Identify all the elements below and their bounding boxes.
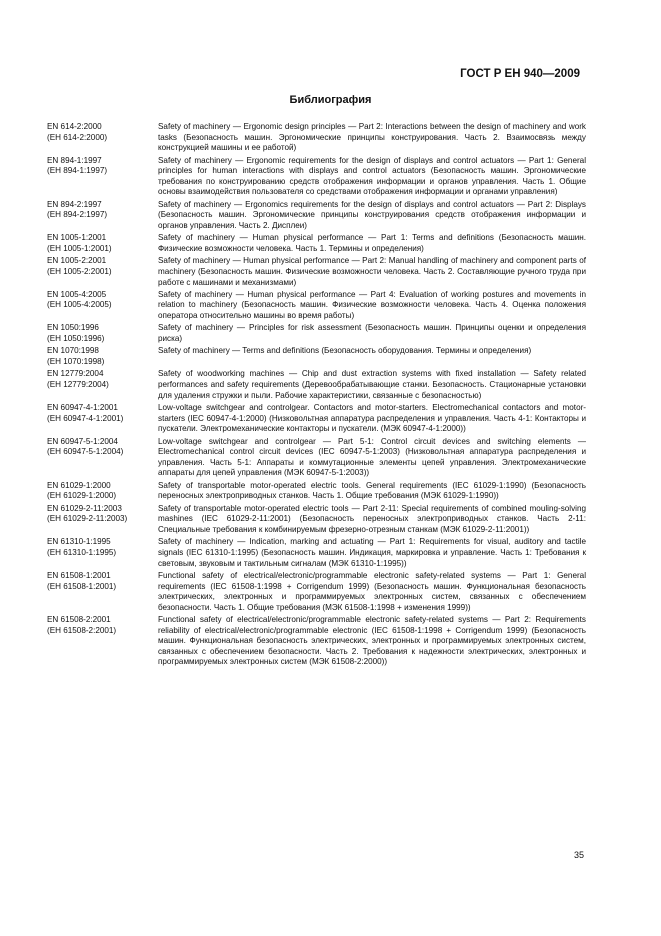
entry-description: Safety of machinery — Ergonomics requirements for the design of displays and control actuators — Part 2: Displays (Безопасность машин. Эргономические принципы конструирования средств отображения информации и органов управления. Часть 2. Дисплеи) — [158, 199, 586, 230]
entry-codes — [47, 290, 158, 322]
entry-code: EN 1050:1996 — [47, 323, 99, 333]
bibliography-entry — [47, 571, 587, 613]
bibliography-entry — [47, 256, 587, 288]
entry-code: EN 1005-1:2001 — [47, 233, 107, 243]
entry-code: EN 1070:1998 — [47, 346, 99, 356]
page-title: Библиография — [289, 94, 372, 106]
entry-codes — [47, 369, 158, 401]
entry-code: EN 61310-1:1995 — [47, 537, 111, 547]
bibliography-entry — [47, 122, 587, 154]
bibliography-entry — [47, 233, 587, 254]
bibliography-entry — [47, 290, 587, 322]
entry-codes — [47, 571, 158, 613]
entry-code-alt: (ЕН 61310-1:1995) — [47, 547, 117, 557]
bibliography-entry — [47, 369, 587, 401]
bibliography-entry — [47, 200, 587, 232]
entry-codes — [47, 200, 158, 232]
entry-code: EN 614-2:2000 — [47, 122, 102, 131]
entry-code: EN 894-1:1997 — [47, 155, 102, 165]
entry-description: Low-voltage switchgear and controlgear. Contactors and motor-starters. Electromechanical contactors and motor-starters (IEC 60947-4-1:2000) (Низковольтная аппаратура распределения и управления. Часть 4-1: Контакторы и пускатели. Электромеханические контакторы и пускатели. (МЭК 60947-4-1:2000)) — [158, 403, 586, 434]
bibliography-entry — [47, 437, 587, 479]
standard-designation: ГОСТ Р ЕН 940—2009 — [460, 68, 580, 80]
bibliography-entry — [47, 323, 587, 344]
entry-code: EN 61029-2-11:2003 — [47, 503, 122, 513]
entry-codes — [47, 403, 158, 435]
entry-description: Low-voltage switchgear and controlgear — Part 5-1: Control circuit devices and switching elements — Electromechanical control circuit devices (IEC 60947-5-1:2003) (Низковольтная аппаратура распределения и управления. Часть 5-1: Аппараты и коммутационные элементы цепей управления. Электромеханические аппараты для цепей управления (МЭК 60947-5-1:2003)) — [158, 436, 586, 478]
bibliography-entry — [47, 537, 587, 569]
entry-description: Safety of transportable motor-operated electric tools. General requirements (IEC 61029-1:1990) (Безопасность переносных электроприводных станков. Часть 1. Общие требования (МЭК 61029-1:1990)) — [158, 480, 586, 501]
entry-code-alt: (ЕН 894-1:1997) — [47, 166, 108, 176]
entry-codes — [47, 615, 158, 668]
entry-code: EN 60947-4-1:2001 — [47, 403, 118, 413]
entry-description: Safety of machinery — Terms and definitions (Безопасность оборудования. Термины и определения) — [158, 346, 532, 356]
bibliography-entry — [47, 504, 587, 536]
entry-description: Safety of machinery — Human physical performance — Part 2: Manual handling of machinery and component parts of machinery (Безопасность машин. Физические возможности человека. Часть 2. Составляющие ручного труда при работе с машинами и механизмами) — [158, 256, 586, 287]
entry-codes — [47, 156, 158, 198]
entry-codes — [47, 233, 158, 254]
bibliography-entry — [47, 403, 587, 435]
page-number: 35 — [573, 850, 584, 860]
entry-code-alt: (ЕН 894-2:1997) — [47, 210, 108, 220]
entry-codes — [47, 256, 158, 288]
entry-code: EN 60947-5-1:2004 — [47, 436, 118, 446]
entry-description: Safety of machinery — Human physical performance — Part 4: Evaluation of working postures and movements in relation to machinery (Безопасность машин. Физические возможности человека. Часть 4. Оценка положения оператора относительно машины во время работы) — [158, 289, 586, 321]
bibliography-entry — [47, 481, 587, 502]
entry-codes — [47, 346, 158, 367]
entry-code: EN 61508-2:2001 — [47, 615, 111, 625]
entry-code: EN 894-2:1997 — [47, 199, 102, 209]
entry-code: EN 1005-4:2005 — [47, 289, 107, 299]
entry-description: Safety of transportable motor-operated electric tools — Part 2-11: Special requirements of combined mouling-solving mashines (IEC 61029-2-11:2001) (Безопасность переносных электроприводных станков. Часть 2-11: Специальные требования к комбинируемым фрезерно-отрезным станкам (МЭК 61029-2-11:2001)) — [158, 503, 586, 534]
bibliography-entry — [47, 346, 587, 367]
bibliography-entry — [47, 156, 587, 198]
entry-description: Functional safety of electrical/electronic/programmable electronic safety-related systems — Part 1: General requirements (IEC 61508-1:1998 + Corrigendum 1999) (Безопасность машин. Функциональная безопасность электрических, электронных и программируемых электронных систем, связанных с обеспечением безопасности. Часть 1. Общие требования (МЭК 61508-1:1998 + изменения 1999)) — [158, 570, 586, 612]
entry-code-alt: (ЕН 1005-4:2005) — [47, 300, 112, 310]
entry-codes — [47, 504, 158, 536]
entry-description: Safety of machinery — Principles for risk assessment (Безопасность машин. Принципы оценки и определения риска) — [158, 323, 586, 344]
entry-code-alt: (ЕН 1050:1996) — [47, 334, 105, 344]
entry-code: EN 12779:2004 — [47, 369, 104, 379]
entry-code-alt: (ЕН 60947-4-1:2001) — [47, 413, 124, 423]
entry-code-alt: (ЕН 1070:1998) — [47, 357, 105, 367]
entry-code-alt: (ЕН 60947-5-1:2004) — [47, 447, 124, 457]
entry-code: EN 61508-1:2001 — [47, 570, 111, 580]
entry-code: EN 61029-1:2000 — [47, 480, 111, 490]
entry-codes — [47, 122, 158, 154]
bibliography-entry — [47, 615, 587, 668]
bibliography-list — [47, 122, 587, 670]
entry-code-alt: (ЕН 61508-2:2001) — [47, 625, 117, 635]
entry-code-alt: (ЕН 614-2:2000) — [47, 132, 108, 142]
entry-description: Safety of machinery — Ergonomic requirements for the design of displays and control actuators — Part 1: General principles for human interactions with displays and control actuators (Безопасность машин. Эргономические требования по конструированию средств отображения информации и органов управления. Часть 1. Общие основы взаимодействия пользователя со средствами отображения информации и органами управления) — [158, 155, 586, 197]
entry-description: Safety of machinery — Indication, marking and actuating — Part 1: Requirements for visual, auditory and tactile signals (IEC 61310-1:1995) (Безопасность машин. Индикация, маркировка и управление. Часть 1: Требования к световым, звуковым и тактильным сигналам (МЭК 61310-1:1995)) — [158, 537, 586, 568]
entry-description: Functional safety of electrical/electronic/programmable electronic safety-related systems — Part 2: Requirements reliability of electrical/electronic/programmable electronic (IEC 61508-1:1998 + Corrigendum 1999) (Безопасность машин. Функциональная безопасность электрических, электронных и программируемых электронных систем, связанных с обеспечением безопасности. Часть 2. Требования к надежности электрических, электронных и программируемых электронных систем (МЭК 61508-2:2000)) — [158, 615, 586, 667]
entry-description: Safety of woodworking machines — Chip and dust extraction systems with fixed installation — Safety related performances and safety requirements (Деревообрабатывающие станки. Безопасность. Стационарные установки для удаления стружки и пыли. Рабочие характеристики, связанные с безопасностью) — [158, 369, 586, 400]
entry-code-alt: (ЕН 61508-1:2001) — [47, 581, 117, 591]
entry-code-alt: (ЕН 1005-1:2001) — [47, 243, 112, 253]
entry-codes — [47, 323, 158, 344]
entry-code-alt: (ЕН 61029-2-11:2003) — [47, 514, 128, 524]
entry-code-alt: (ЕН 61029-1:2000) — [47, 491, 117, 501]
entry-code-alt: (ЕН 1005-2:2001) — [47, 266, 112, 276]
entry-description: Safety of machinery — Ergonomic design principles — Part 2: Interactions between the design of machinery and work tasks (Безопасность машин. Эргономические принципы конструирования. Часть 2. Взаимосвязь между конструкцией машины и ее работой) — [158, 122, 586, 153]
entry-codes — [47, 437, 158, 479]
entry-code-alt: (ЕН 12779:2004) — [47, 380, 109, 390]
entry-description: Safety of machinery — Human physical performance — Part 1: Terms and definitions (Безопасность машин. Физические возможности человека. Часть 1. Термины и определения) — [158, 233, 586, 253]
entry-codes — [47, 481, 158, 502]
entry-code: EN 1005-2:2001 — [47, 256, 107, 266]
entry-codes — [47, 537, 158, 569]
